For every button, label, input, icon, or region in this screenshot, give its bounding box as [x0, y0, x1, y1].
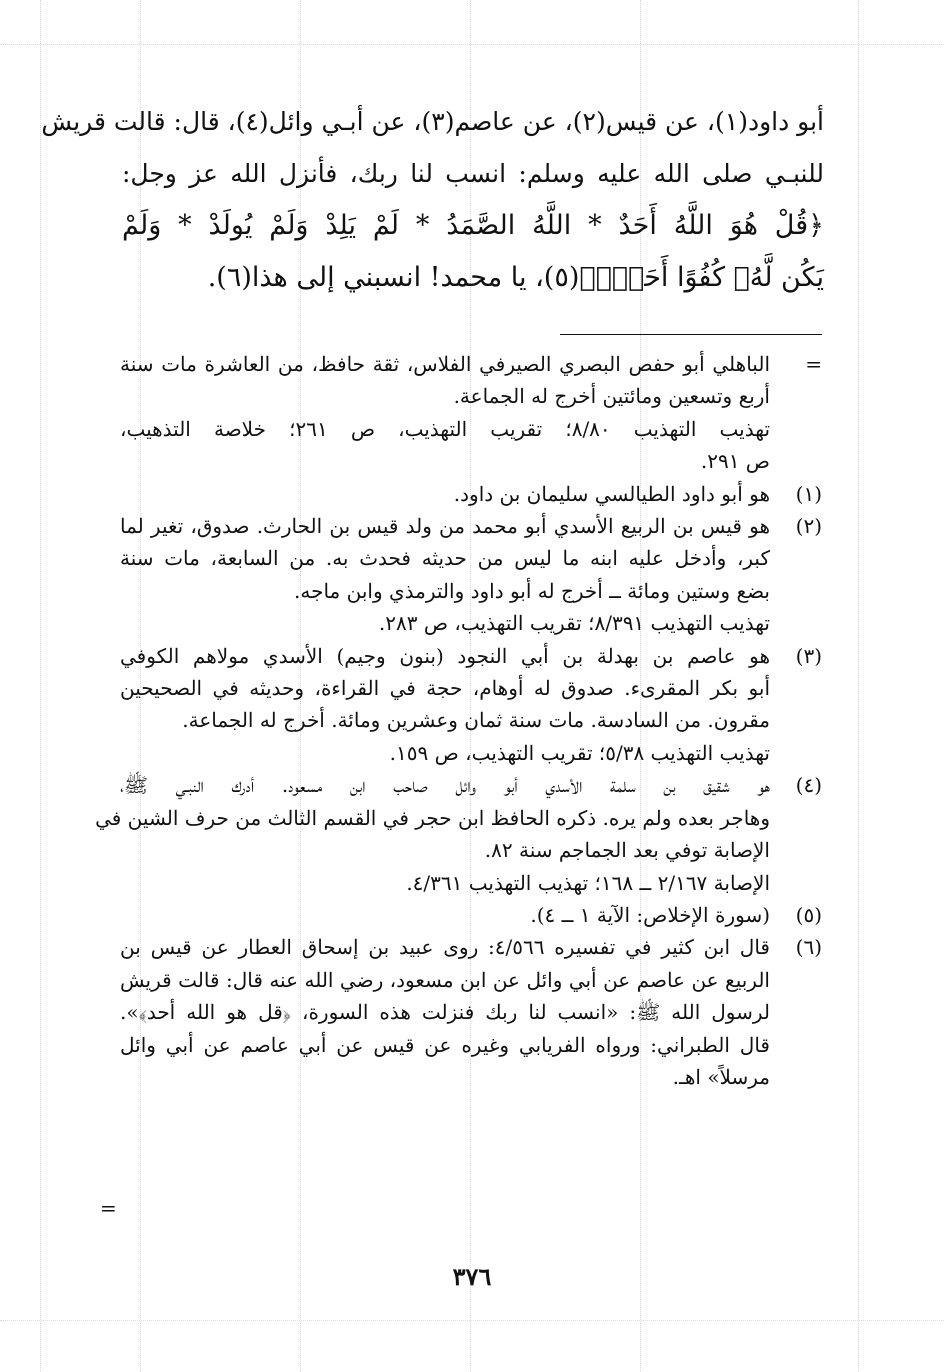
scan-guide-line: [0, 44, 944, 45]
footnote-6: [120, 931, 822, 1093]
footnote-line: (سورة الإخلاص: الآية ١ ــ ٤).: [530, 902, 770, 927]
footnote-1: [120, 478, 822, 510]
footnote-number: (٢): [795, 514, 822, 539]
footnote-line: الإصابة ٢/١٦٧ ــ ١٦٨؛ تهذيب التهذيب ٤/٣٦١.: [406, 870, 770, 895]
scan-guide-line: [40, 0, 41, 1372]
continuation-mark: =: [100, 1196, 117, 1220]
footnote-line: بضع وستين ومائة ــ أخرج له أبو داود والترمذي وابن ماجه.: [294, 578, 770, 603]
footnote-number: (٥): [795, 902, 822, 927]
footnote-divider: [560, 334, 822, 335]
footnote-4: [95, 769, 822, 899]
quran-verse-line: ﴿قُلْ هُوَ اللَّهُ أَحَدٌ * اللَّهُ الصَّمَدُ * لَمْ يَلِدْ وَلَمْ يُولَدْ * وَلَمْ: [122, 210, 824, 241]
footnote-line: مرسلاً» اهـ.: [672, 1064, 770, 1089]
footnote-number: (٣): [795, 643, 822, 668]
footnote-line: هو شقيق بن سلمة الأسدي أبو وائل صاحب ابن مسعود. أدرك النبـي ﷺ،: [120, 773, 770, 798]
footnote-line: تهذيب التهذيب ٥/٣٨؛ تقريب التهذيب، ص ١٥٩.: [389, 740, 770, 765]
footnote-line: الباهلي أبو حفص البصري الصيرفي الفلاس، ثقة حافظ، من العاشرة مات سنة: [120, 352, 770, 376]
page-number: ٣٧٦: [452, 1262, 492, 1291]
footnotes-block: [95, 348, 822, 1093]
footnote-line: مقرون. من السادسة. مات سنة ثمان وعشرين ومائة. أخرج له الجماعة.: [182, 708, 770, 733]
scan-guide-line: [858, 0, 859, 1372]
footnote-2: [120, 510, 822, 640]
footnote-line: تهذيب التهذيب ٨/٨٠؛ تقريب التهذيب، ص ٢٦١؛ خلاصة التذهيب،: [120, 416, 771, 441]
footnote-continuation: [120, 348, 822, 478]
footnote-line: هو أبو داود الطيالسي سليمان بن داود.: [453, 481, 770, 506]
footnote-number: =: [805, 352, 822, 376]
main-text-line: أبو داود(١)، عن قيس(٢)، عن عاصم(٣)، عن أبـي وائل(٤)، قال: قالت قريش: [41, 107, 824, 136]
footnote-line: ص ٢٩١.: [700, 449, 770, 474]
main-text-block: [41, 96, 824, 304]
footnote-line: قال ابن كثير في تفسيره ٤/٥٦٦: روى عبيد بن إسحاق العطار عن قيس بن: [120, 935, 770, 960]
scan-guide-line: [0, 1320, 944, 1321]
footnote-line: وهاجر بعده ولم يره. ذكره الحافظ ابن حجر في القسم الثالث من حرف الشين في: [95, 805, 770, 830]
footnote-number: (١): [795, 481, 822, 506]
footnote-line: لرسول الله ﷺ: «انسب لنا ربك فنزلت هذه السورة، ﴿قل هو الله أحد﴾».: [120, 1000, 770, 1025]
quran-verse-line: يَكُن لَّهُۥ كُفُوًا أَحَدٌۢ﴾(٥)، يا محمد! انسبني إلى هذا(٦).: [207, 262, 824, 293]
footnote-number: (٦): [795, 935, 822, 960]
footnote-line: الربيع عن عاصم عن أبي وائل عن ابن مسعود، رضي الله عنه قال: قالت قريش: [120, 967, 770, 992]
footnote-line: أربع وتسعين ومائتين أخرج له الجماعة.: [453, 384, 770, 409]
footnote-5: [120, 899, 822, 931]
footnote-number: (٤): [795, 773, 822, 798]
main-text-line: للنبـي صلى الله عليه وسلم: انسب لنا ربك، فأنزل الله عز وجل:: [122, 159, 824, 188]
footnote-line: الإصابة توفي بعد الجماجم سنة ٨٢.: [484, 838, 770, 863]
footnote-line: هو عاصم بن بهدلة بن أبي النجود (بنون وجيم) الأسدي مولاهم الكوفي: [120, 643, 770, 668]
footnote-line: هو قيس بن الربيع الأسدي أبو محمد من ولد قيس بن الحارث. صدوق، تغير لما: [120, 514, 770, 539]
footnote-line: أبو بكر المقرىء. صدوق له أوهام، حجة في القراءة، وحديثه في الصحيحين: [120, 676, 770, 701]
footnote-3: [120, 640, 822, 770]
footnote-line: كبر، وأدخل عليه ابنه ما ليس من حديثه فحدث به. من السابعة، مات سنة: [120, 546, 770, 571]
footnote-line: قال الطبراني: ورواه الفريابي وغيره عن قيس عن أبي عاصم عن أبي وائل: [120, 1032, 770, 1057]
footnote-line: تهذيب التهذيب ٨/٣٩١؛ تقريب التهذيب، ص ٢٨٣.: [378, 611, 770, 636]
